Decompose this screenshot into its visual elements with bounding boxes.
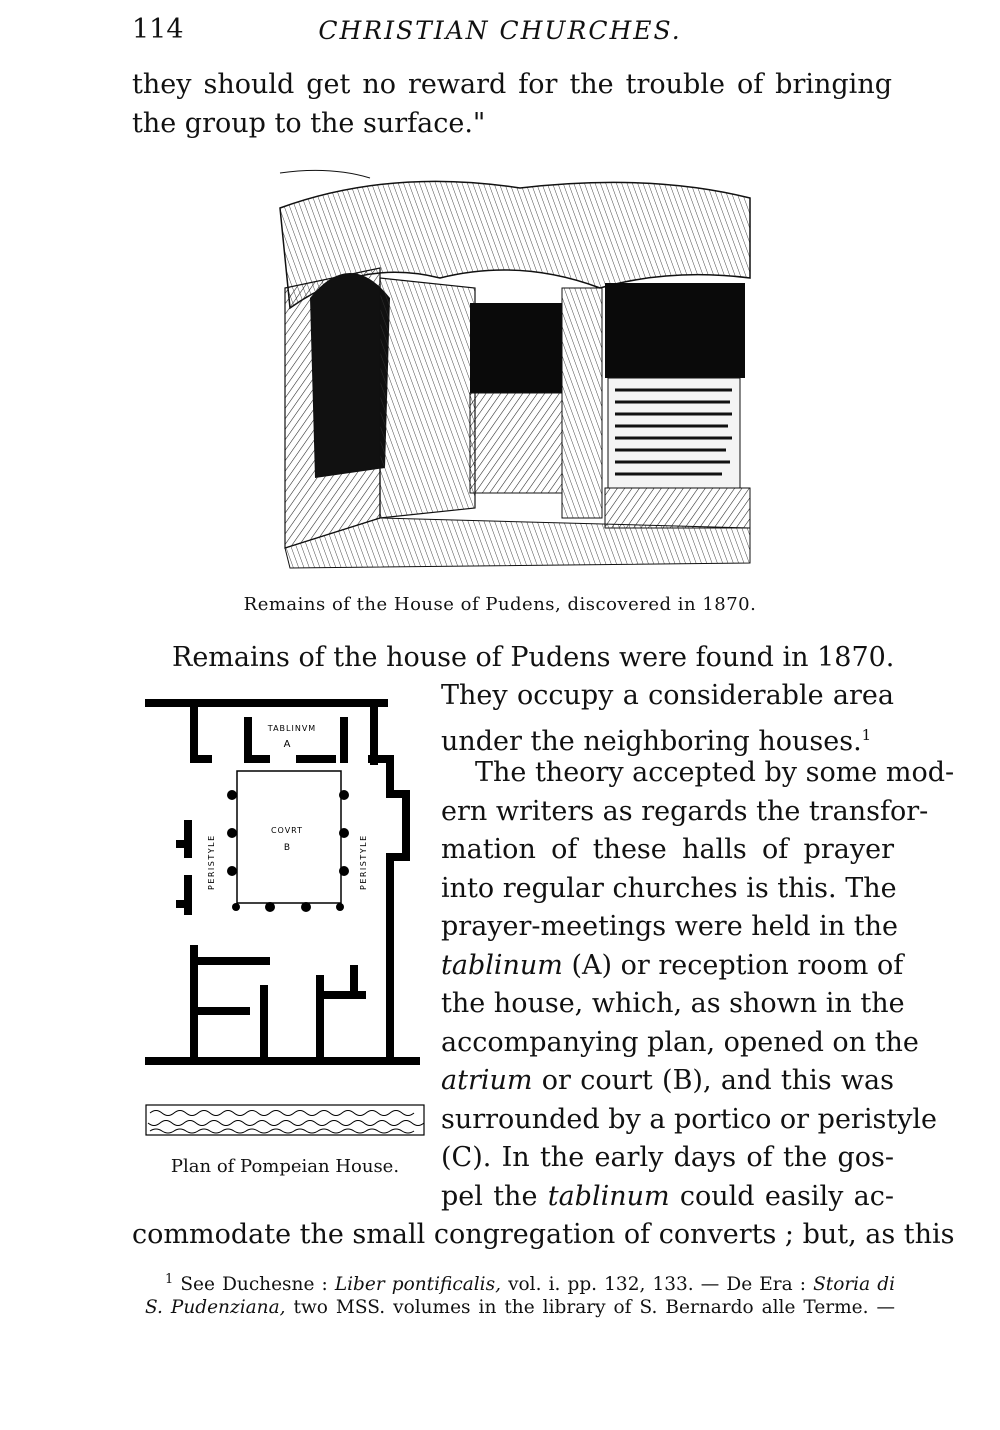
text-segment: S. Pudenziana, (145, 1297, 286, 1318)
text-segment: Liber pontificalis, (334, 1274, 501, 1296)
text-line: accompanying plan, opened on the (441, 1026, 919, 1058)
text-line: prayer-meetings were held in the (441, 911, 898, 942)
tablinum-label: TABLINVM (267, 724, 317, 733)
text-line: Remains of the house of Pudens were found in 1870. (172, 642, 895, 673)
text-segment: could easily ac- (669, 1180, 894, 1212)
running-title: CHRISTIAN CHURCHES. (318, 16, 682, 45)
text-line (441, 1062, 894, 1101)
figure-caption: Remains of the House of Pudens, discovered in 1870. (243, 594, 757, 615)
peristyle-right-label: PERISTYLE (359, 834, 368, 890)
pompeian-house-plan (140, 695, 430, 1145)
footnote-mark: 1 (165, 1272, 174, 1287)
text-line: ern writers as regards the transfor- (441, 795, 929, 827)
footnote-line-2 (145, 1294, 895, 1321)
text-line: into regular churches is this. The (441, 872, 897, 904)
paragraph-top: they should get no reward for the trouble of bringing the group to the surface." (132, 69, 892, 139)
text-segment: under the neighboring houses. (441, 725, 862, 757)
text-segment: or court (B), and this was (532, 1065, 894, 1096)
text-line: commodate the small congregation of converts ; but, as this (132, 1219, 955, 1250)
footnote-ref: 1 (861, 725, 872, 744)
text-line (441, 1178, 894, 1217)
text-line (441, 947, 904, 986)
text-segment: two MSS. volumes in the library of S. Bernardo alle Terme. — (285, 1297, 895, 1318)
text-line: mation of these halls of prayer (441, 834, 894, 865)
text-segment: vol. i. pp. 132, 133. — De Era : (500, 1274, 814, 1296)
text-column (441, 677, 955, 1216)
text-segment: tablinum (547, 1180, 670, 1212)
text-line: (C). In the early days of the gos- (441, 1142, 894, 1173)
text-segment: See Duchesne : (173, 1274, 335, 1296)
court-label: COVRT (270, 826, 304, 835)
court-letter: B (283, 843, 291, 853)
page-number: 114 (132, 14, 184, 45)
house-of-pudens-illustration (270, 168, 760, 578)
text-segment: pel the (441, 1180, 548, 1212)
text-segment: atrium (441, 1065, 533, 1096)
text-segment: (A) or reception room of (562, 949, 904, 981)
text-line: surrounded by a portico or peristyle (441, 1103, 938, 1135)
plan-caption: Plan of Pompeian House. (170, 1156, 400, 1177)
text-line: the house, which, as shown in the (441, 988, 905, 1019)
peristyle-left-label: PERISTYLE (207, 834, 216, 890)
text-line (441, 716, 894, 755)
text-line: The theory accepted by some mod- (475, 757, 955, 788)
text-segment: tablinum (441, 949, 563, 981)
tablinum-letter: A (283, 739, 291, 750)
text-line: They occupy a considerable area (441, 680, 894, 711)
text-segment: Storia di (813, 1274, 895, 1296)
